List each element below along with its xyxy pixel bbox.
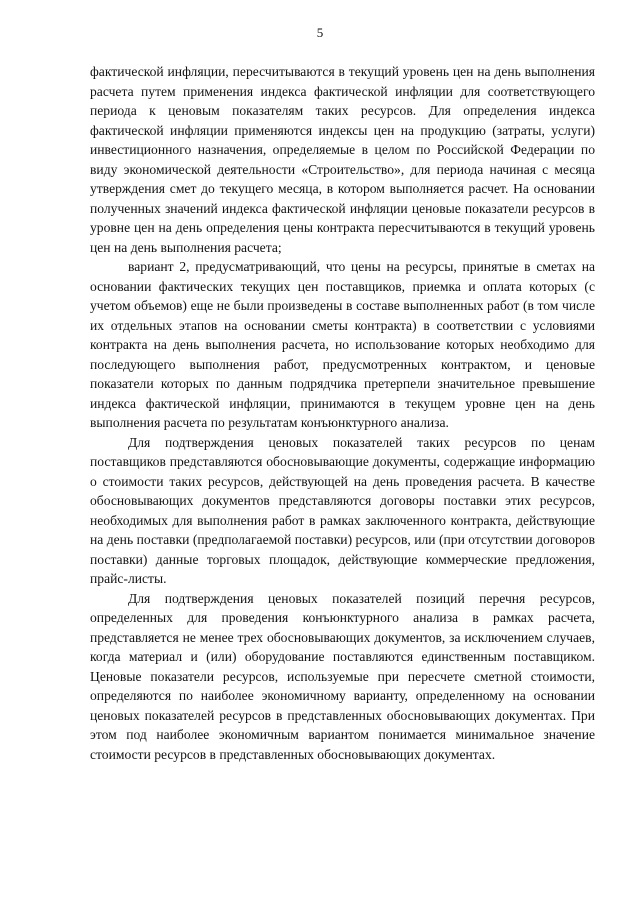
body-text: [90, 62, 595, 764]
paragraph-market-analysis: Для подтверждения ценовых показателей позиций перечня ресурсов, определенных для проведения конъюнктурного анализа в рамках расчета, представляется не менее трех обосновывающих документов, за исключением случаев, когда материал и (или) оборудование поставляются единственным поставщиком. Ценовые показатели ресурсов, используемые при пересчете сметной стоимости, определяются по наиболее экономичному варианту, определенному на основании ценовых показателей ресурсов в представленных обосновывающих документах. При этом под наиболее экономичным вариантом понимается минимальное значение стоимости ресурсов в представленных обосновывающих документах.: [90, 590, 595, 762]
paragraph-continued: фактической инфляции, пересчитываются в текущий уровень цен на день выполнения расчета путем применения индекса фактической инфляции для соответствующего периода к ценовым показателям таких ресурсов. Для определения индекса фактической инфляции применяются индексы цен на продукцию (затраты, услуги) инвестиционного назначения, определяемые в целом по Российской Федерации по виду экономической деятельности «Строительство», для периода начиная с месяца утверждения смет до текущего месяца, в котором выполняется расчет. На основании полученных значений индекса фактической инфляции ценовые показатели ресурсов в уровне цен на день определения цены контракта пересчитываются в текущий уровень цен на день выполнения расчета;: [90, 64, 595, 255]
page-number: 5: [316, 25, 324, 40]
paragraph-supplier-documents: Для подтверждения ценовых показателей таких ресурсов по ценам поставщиков представляются обосновывающие документы, содержащие информацию о стоимости таких ресурсов, действующей на день проведения расчета. В качестве обосновывающих документов представляются договоры поставки этих ресурсов, необходимых для выполнения работ в рамках заключенного контракта, действующие на день поставки (предполагаемой поставки) ресурсов, или (при отсутствии договоров поставки) данные торговых площадок, действующие коммерческие предложения, прайс-листы.: [90, 434, 595, 586]
paragraph-variant-2: вариант 2, предусматривающий, что цены на ресурсы, принятые в сметах на основании фактических текущих цен поставщиков, приемка и оплата которых (с учетом объемов) еще не были произведены в составе выполненных работ (в том числе их отдельных этапов на основании сметы контракта) в соответствии с условиями контракта на день выполнения расчета, но использование которых необходимо для последующего выполнения работ, предусмотренных контрактом, и ценовые показатели которых по данным подрядчика претерпели значительное превышение индекса фактической инфляции, принимаются в текущем уровне цен на день выполнения расчета по результатам конъюнктурного анализа.: [90, 259, 595, 430]
